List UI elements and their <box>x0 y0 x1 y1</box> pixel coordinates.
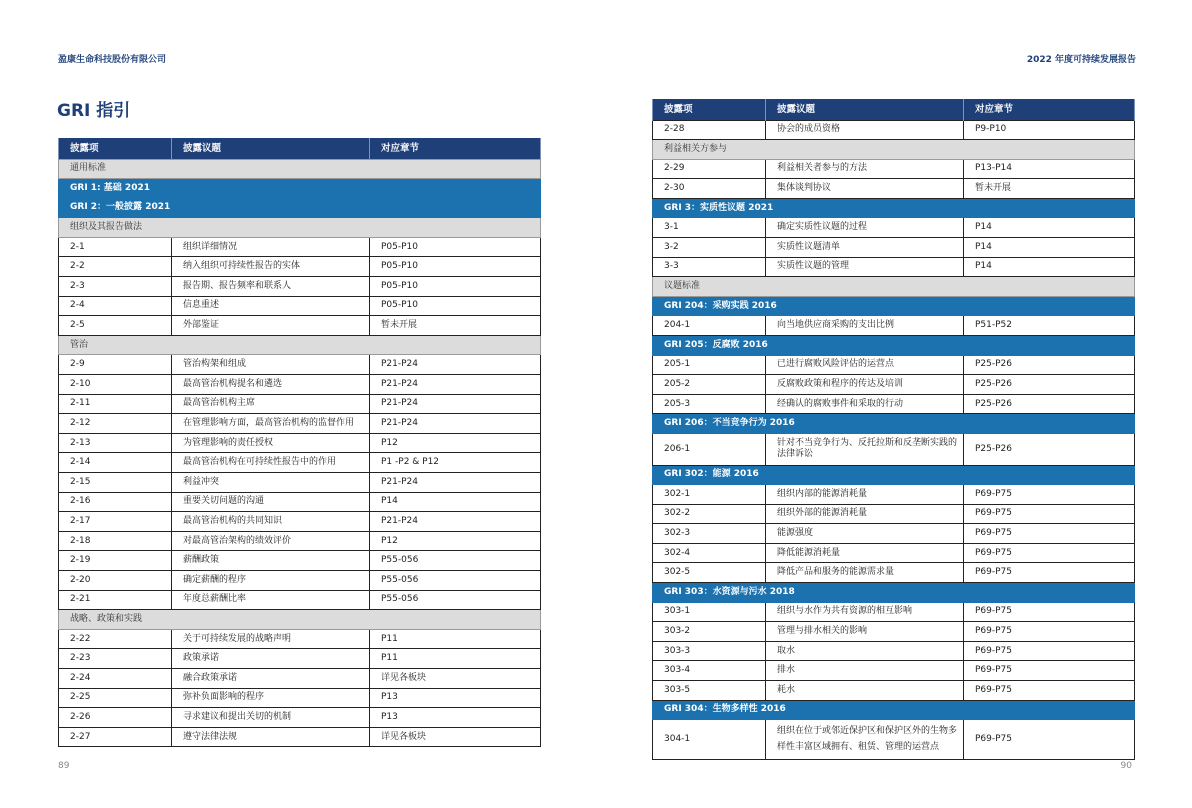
column-header-chapter: 对应章节 <box>964 99 1135 120</box>
chapter-cell: P69-P75 <box>964 563 1135 583</box>
topic-cell: 已进行腐败风险评估的运营点 <box>766 355 964 375</box>
chapter-cell: P69-P75 <box>964 524 1135 544</box>
disclosure-cell: 2-16 <box>59 492 172 512</box>
chapter-cell: 暂未开展 <box>964 179 1135 199</box>
topic-cell: 遵守法律法规 <box>172 727 370 747</box>
standard-group-row <box>653 336 1135 356</box>
topic-cell: 组织在位于或邻近保护区和保护区外的生物多样性丰富区域拥有、租赁、管理的运营点 <box>766 720 964 760</box>
topic-cell: 重要关切问题的沟通 <box>172 492 370 512</box>
table-row <box>653 543 1135 563</box>
gri-index-table-left <box>58 138 541 747</box>
table-row <box>59 316 541 336</box>
page-title: GRI 指引 <box>57 101 131 121</box>
chapter-cell: 暂未开展 <box>370 316 541 336</box>
category-label: 管治 <box>59 335 541 355</box>
table-row <box>59 512 541 532</box>
topic-cell: 最高管治机构主席 <box>172 394 370 414</box>
topic-cell: 集体谈判协议 <box>766 179 964 199</box>
topic-cell: 针对不当竞争行为、反托拉斯和反垄断实践的法律诉讼 <box>766 434 964 466</box>
disclosure-cell: 3-3 <box>653 257 766 277</box>
chapter-cell: P05-P10 <box>370 296 541 316</box>
disclosure-cell: 205-2 <box>653 375 766 395</box>
chapter-cell: P05-P10 <box>370 257 541 277</box>
report-title: 2022 年度可持续发展报告 <box>1026 55 1136 65</box>
disclosure-cell: 2-10 <box>59 375 172 395</box>
disclosure-cell: 303-3 <box>653 641 766 661</box>
chapter-cell: P69-P75 <box>964 681 1135 701</box>
disclosure-cell: 2-28 <box>653 120 766 140</box>
standard-group-row <box>59 198 541 218</box>
topic-cell: 关于可持续发展的战略声明 <box>172 629 370 649</box>
column-header-disclosure: 披露项 <box>653 99 766 120</box>
disclosure-cell: 3-2 <box>653 238 766 258</box>
topic-cell: 最高管治机构在可持续性报告中的作用 <box>172 453 370 473</box>
disclosure-cell: 302-1 <box>653 485 766 505</box>
chapter-cell: P21-P24 <box>370 473 541 493</box>
table-row <box>59 570 541 590</box>
table-row <box>653 661 1135 681</box>
disclosure-cell: 303-2 <box>653 622 766 642</box>
chapter-cell: P69-P75 <box>964 622 1135 642</box>
column-header-chapter: 对应章节 <box>370 138 541 159</box>
disclosure-cell: 2-25 <box>59 688 172 708</box>
chapter-cell: 详见各板块 <box>370 668 541 688</box>
table-row <box>653 622 1135 642</box>
chapter-cell: P21-P24 <box>370 394 541 414</box>
column-header-topic: 披露议题 <box>172 138 370 159</box>
disclosure-cell: 206-1 <box>653 434 766 466</box>
category-row <box>59 159 541 179</box>
category-label: 战略、政策和实践 <box>59 610 541 630</box>
disclosure-cell: 302-5 <box>653 563 766 583</box>
standard-group-label: GRI 1: 基础 2021 <box>59 179 541 199</box>
disclosure-cell: 2-27 <box>59 727 172 747</box>
table-row <box>59 257 541 277</box>
chapter-cell: P12 <box>370 531 541 551</box>
table-row <box>653 524 1135 544</box>
category-label: 议题标准 <box>653 277 1135 297</box>
disclosure-cell: 303-1 <box>653 602 766 622</box>
disclosure-cell: 2-13 <box>59 433 172 453</box>
table-row <box>653 602 1135 622</box>
disclosure-cell: 2-11 <box>59 394 172 414</box>
chapter-cell: P25-P26 <box>964 394 1135 414</box>
table-row <box>59 414 541 434</box>
disclosure-cell: 303-4 <box>653 661 766 681</box>
chapter-cell: P25-P26 <box>964 355 1135 375</box>
disclosure-cell: 2-3 <box>59 277 172 297</box>
topic-cell: 管治构架和组成 <box>172 355 370 375</box>
chapter-cell: P11 <box>370 649 541 669</box>
table-row <box>59 629 541 649</box>
disclosure-cell: 2-30 <box>653 179 766 199</box>
chapter-cell: P69-P75 <box>964 485 1135 505</box>
table-row <box>653 641 1135 661</box>
topic-cell: 降低能源消耗量 <box>766 543 964 563</box>
standard-group-row <box>653 465 1135 485</box>
standard-group-row <box>59 179 541 199</box>
table-row <box>59 473 541 493</box>
disclosure-cell: 2-15 <box>59 473 172 493</box>
disclosure-cell: 2-2 <box>59 257 172 277</box>
chapter-cell: P51-P52 <box>964 316 1135 336</box>
topic-cell: 信息重述 <box>172 296 370 316</box>
chapter-cell: P13 <box>370 708 541 728</box>
topic-cell: 耗水 <box>766 681 964 701</box>
table-row <box>59 355 541 375</box>
standard-group-row <box>653 198 1135 218</box>
disclosure-cell: 302-3 <box>653 524 766 544</box>
topic-cell: 为管理影响的责任授权 <box>172 433 370 453</box>
chapter-cell: P05-P10 <box>370 237 541 257</box>
chapter-cell: P11 <box>370 629 541 649</box>
table-row <box>653 375 1135 395</box>
chapter-cell: P69-P75 <box>964 504 1135 524</box>
topic-cell: 排水 <box>766 661 964 681</box>
table-row <box>59 453 541 473</box>
disclosure-cell: 2-5 <box>59 316 172 336</box>
disclosure-cell: 2-24 <box>59 668 172 688</box>
chapter-cell: P69-P75 <box>964 602 1135 622</box>
topic-cell: 协会的成员资格 <box>766 120 964 140</box>
table-row <box>59 688 541 708</box>
table-row <box>653 316 1135 336</box>
standard-group-row <box>653 296 1135 316</box>
topic-cell: 降低产品和服务的能源需求量 <box>766 563 964 583</box>
category-label: 通用标准 <box>59 159 541 179</box>
chapter-cell: P14 <box>370 492 541 512</box>
table-row <box>59 394 541 414</box>
table-row <box>59 531 541 551</box>
chapter-cell: P55-056 <box>370 551 541 571</box>
standard-group-label: GRI 205：反腐败 2016 <box>653 336 1135 356</box>
topic-cell: 能源强度 <box>766 524 964 544</box>
table-row <box>59 237 541 257</box>
chapter-cell: P14 <box>964 238 1135 258</box>
topic-cell: 实质性议题清单 <box>766 238 964 258</box>
table-row <box>653 504 1135 524</box>
topic-cell: 反腐败政策和程序的传达及培训 <box>766 375 964 395</box>
table-header-row <box>653 99 1135 120</box>
chapter-cell: P1 -P2 & P12 <box>370 453 541 473</box>
disclosure-cell: 2-18 <box>59 531 172 551</box>
standard-group-row <box>653 414 1135 434</box>
topic-cell: 寻求建议和提出关切的机制 <box>172 708 370 728</box>
disclosure-cell: 205-1 <box>653 355 766 375</box>
chapter-cell: P55-056 <box>370 590 541 610</box>
topic-cell: 管理与排水相关的影响 <box>766 622 964 642</box>
topic-cell: 薪酬政策 <box>172 551 370 571</box>
table-row <box>59 375 541 395</box>
topic-cell: 最高管治机构的共同知识 <box>172 512 370 532</box>
topic-cell: 向当地供应商采购的支出比例 <box>766 316 964 336</box>
table-row <box>59 727 541 747</box>
disclosure-cell: 2-4 <box>59 296 172 316</box>
table-row <box>653 720 1135 760</box>
table-row <box>653 563 1135 583</box>
topic-cell: 确定薪酬的程序 <box>172 570 370 590</box>
disclosure-cell: 205-3 <box>653 394 766 414</box>
chapter-cell: P55-056 <box>370 570 541 590</box>
category-row <box>59 218 541 238</box>
chapter-cell: P21-P24 <box>370 512 541 532</box>
topic-cell: 政策承诺 <box>172 649 370 669</box>
standard-group-label: GRI 206：不当竞争行为 2016 <box>653 414 1135 434</box>
topic-cell: 对最高管治架构的绩效评价 <box>172 531 370 551</box>
table-row <box>653 218 1135 238</box>
table-row <box>653 179 1135 199</box>
category-row <box>653 277 1135 297</box>
topic-cell: 弥补负面影响的程序 <box>172 688 370 708</box>
table-row <box>653 257 1135 277</box>
category-row <box>59 335 541 355</box>
topic-cell: 组织与水作为共有资源的相互影响 <box>766 602 964 622</box>
disclosure-cell: 302-4 <box>653 543 766 563</box>
chapter-cell: P05-P10 <box>370 277 541 297</box>
chapter-cell: P14 <box>964 218 1135 238</box>
topic-cell: 取水 <box>766 641 964 661</box>
topic-cell: 组织外部的能源消耗量 <box>766 504 964 524</box>
page-number-left: 89 <box>58 761 70 771</box>
table-row <box>653 681 1135 701</box>
topic-cell: 利益相关者参与的方法 <box>766 159 964 179</box>
disclosure-cell: 2-17 <box>59 512 172 532</box>
table-row <box>59 296 541 316</box>
chapter-cell: P25-P26 <box>964 434 1135 466</box>
chapter-cell: P14 <box>964 257 1135 277</box>
standard-group-label: GRI 3：实质性议题 2021 <box>653 198 1135 218</box>
table-row <box>653 238 1135 258</box>
category-row <box>59 610 541 630</box>
table-row <box>59 433 541 453</box>
topic-cell: 外部鉴证 <box>172 316 370 336</box>
table-row <box>653 120 1135 140</box>
column-header-topic: 披露议题 <box>766 99 964 120</box>
chapter-cell: P69-P75 <box>964 543 1135 563</box>
disclosure-cell: 2-26 <box>59 708 172 728</box>
topic-cell: 组织详细情况 <box>172 237 370 257</box>
disclosure-cell: 204-1 <box>653 316 766 336</box>
topic-cell: 纳入组织可持续性报告的实体 <box>172 257 370 277</box>
table-row <box>653 394 1135 414</box>
table-row <box>653 434 1135 466</box>
standard-group-label: GRI 204：采购实践 2016 <box>653 296 1135 316</box>
chapter-cell: P21-P24 <box>370 375 541 395</box>
company-name: 盈康生命科技股份有限公司 <box>58 55 167 65</box>
disclosure-cell: 303-5 <box>653 681 766 701</box>
disclosure-cell: 2-29 <box>653 159 766 179</box>
category-row <box>653 140 1135 160</box>
table-row <box>653 355 1135 375</box>
page-number-right: 90 <box>1120 761 1132 771</box>
topic-cell: 实质性议题的管理 <box>766 257 964 277</box>
disclosure-cell: 3-1 <box>653 218 766 238</box>
disclosure-cell: 304-1 <box>653 720 766 760</box>
topic-cell: 组织内部的能源消耗量 <box>766 485 964 505</box>
topic-cell: 年度总薪酬比率 <box>172 590 370 610</box>
standard-group-label: GRI 304：生物多样性 2016 <box>653 700 1135 720</box>
chapter-cell: P69-P75 <box>964 720 1135 760</box>
table-row <box>59 492 541 512</box>
chapter-cell: P9-P10 <box>964 120 1135 140</box>
topic-cell: 报告期、报告频率和联系人 <box>172 277 370 297</box>
topic-cell: 最高管治机构提名和遴选 <box>172 375 370 395</box>
chapter-cell: P21-P24 <box>370 355 541 375</box>
chapter-cell: P13-P14 <box>964 159 1135 179</box>
disclosure-cell: 302-2 <box>653 504 766 524</box>
topic-cell: 经确认的腐败事件和采取的行动 <box>766 394 964 414</box>
topic-cell: 利益冲突 <box>172 473 370 493</box>
disclosure-cell: 2-21 <box>59 590 172 610</box>
table-row <box>59 590 541 610</box>
standard-group-label: GRI 303：水资源与污水 2018 <box>653 583 1135 603</box>
column-header-disclosure: 披露项 <box>59 138 172 159</box>
chapter-cell: P12 <box>370 433 541 453</box>
table-row <box>59 551 541 571</box>
topic-cell: 在管理影响方面，最高管治机构的监督作用 <box>172 414 370 434</box>
disclosure-cell: 2-22 <box>59 629 172 649</box>
table-row <box>59 649 541 669</box>
category-label: 组织及其报告做法 <box>59 218 541 238</box>
chapter-cell: P25-P26 <box>964 375 1135 395</box>
table-row <box>653 159 1135 179</box>
disclosure-cell: 2-23 <box>59 649 172 669</box>
disclosure-cell: 2-19 <box>59 551 172 571</box>
disclosure-cell: 2-9 <box>59 355 172 375</box>
chapter-cell: P13 <box>370 688 541 708</box>
table-row <box>59 668 541 688</box>
topic-cell: 确定实质性议题的过程 <box>766 218 964 238</box>
standard-group-label: GRI 2：一般披露 2021 <box>59 198 541 218</box>
standard-group-label: GRI 302：能源 2016 <box>653 465 1135 485</box>
disclosure-cell: 2-20 <box>59 570 172 590</box>
table-row <box>59 277 541 297</box>
chapter-cell: 详见各板块 <box>370 727 541 747</box>
gri-index-table-right <box>652 99 1135 760</box>
table-row <box>653 485 1135 505</box>
table-row <box>59 708 541 728</box>
disclosure-cell: 2-12 <box>59 414 172 434</box>
chapter-cell: P69-P75 <box>964 661 1135 681</box>
chapter-cell: P21-P24 <box>370 414 541 434</box>
standard-group-row <box>653 583 1135 603</box>
table-header-row <box>59 138 541 159</box>
disclosure-cell: 2-1 <box>59 237 172 257</box>
category-label: 利益相关方参与 <box>653 140 1135 160</box>
standard-group-row <box>653 700 1135 720</box>
chapter-cell: P69-P75 <box>964 641 1135 661</box>
topic-cell: 融合政策承诺 <box>172 668 370 688</box>
disclosure-cell: 2-14 <box>59 453 172 473</box>
